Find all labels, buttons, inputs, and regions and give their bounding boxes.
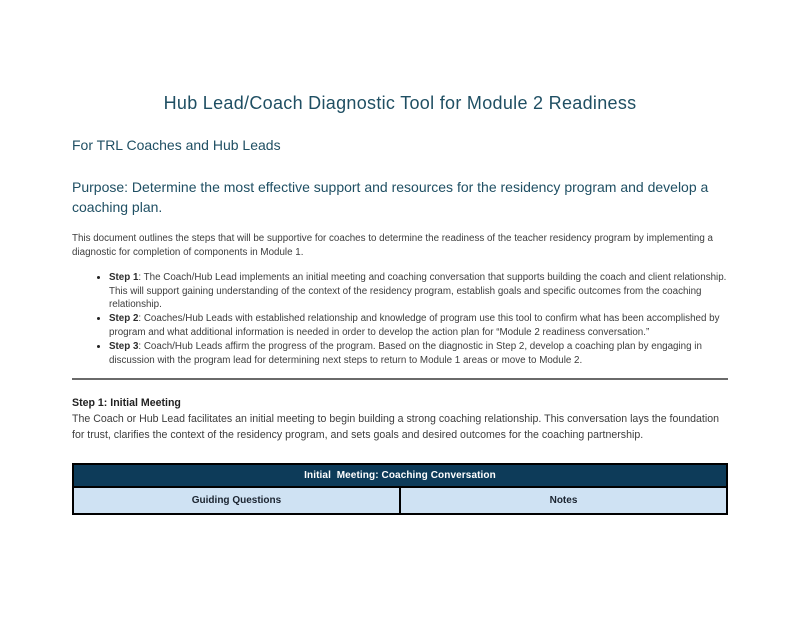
section-heading: Step 1: Initial Meeting: [72, 397, 181, 410]
table-col-notes: Notes: [400, 487, 727, 514]
section-divider: [72, 378, 728, 380]
coaching-conversation-table: [72, 463, 728, 515]
section-body: The Coach or Hub Lead facilitates an initial meeting to begin building a strong coaching relationship. This conversation lays the foundation for trust, clarifies the context of the residency program, and sets goals and desired outcomes for the coaching partnership.: [72, 413, 720, 441]
step-1-text: : The Coach/Hub Lead implements an initial meeting and coaching conversation that supports building the coach and client relationship. This will support gaining understanding of the context of the residency program, establish goals and specific outcomes from the coaching relationship.: [109, 271, 727, 311]
table-title-row: [73, 464, 727, 487]
table-header-row: [73, 487, 727, 514]
step-3-label: Step 3: [109, 340, 139, 352]
step-3-text: : Coach/Hub Leads affirm the progress of the program. Based on the diagnostic in Step 2, develop a coaching plan by engaging in discussion with the program lead for determining next steps to return to Module 1 areas or move to Module 2.: [109, 340, 702, 366]
intro-paragraph: This document outlines the steps that will be supportive for coaches to determine the readiness of the teacher residency program by implementing a diagnostic for completion of components in Module 1.: [72, 233, 713, 259]
table-col-guiding-questions: Guiding Questions: [73, 487, 400, 514]
list-item-step-1: [109, 271, 728, 312]
purpose-statement: Purpose: Determine the most effective support and resources for the residency program and develop a coaching plan.: [72, 179, 709, 215]
table-title: Initial Meeting: Coaching Conversation: [73, 464, 727, 487]
step-2-text: : Coaches/Hub Leads with established relationship and knowledge of program use this tool to confirm what has been accomplished by program and what additional information is needed in order to develop the action plan for “Module 2 readiness conversation.”: [109, 313, 720, 338]
step-2-label: Step 2: [109, 313, 139, 325]
doc-subtitle: For TRL Coaches and Hub Leads: [72, 137, 281, 153]
document-content: [72, 0, 728, 515]
list-item-step-2: [109, 312, 728, 340]
steps-list: [72, 271, 728, 368]
step-1-label: Step 1: [109, 271, 139, 283]
page-title: Hub Lead/Coach Diagnostic Tool for Module 2 Readiness: [163, 93, 637, 113]
list-item-step-3: [109, 340, 728, 368]
